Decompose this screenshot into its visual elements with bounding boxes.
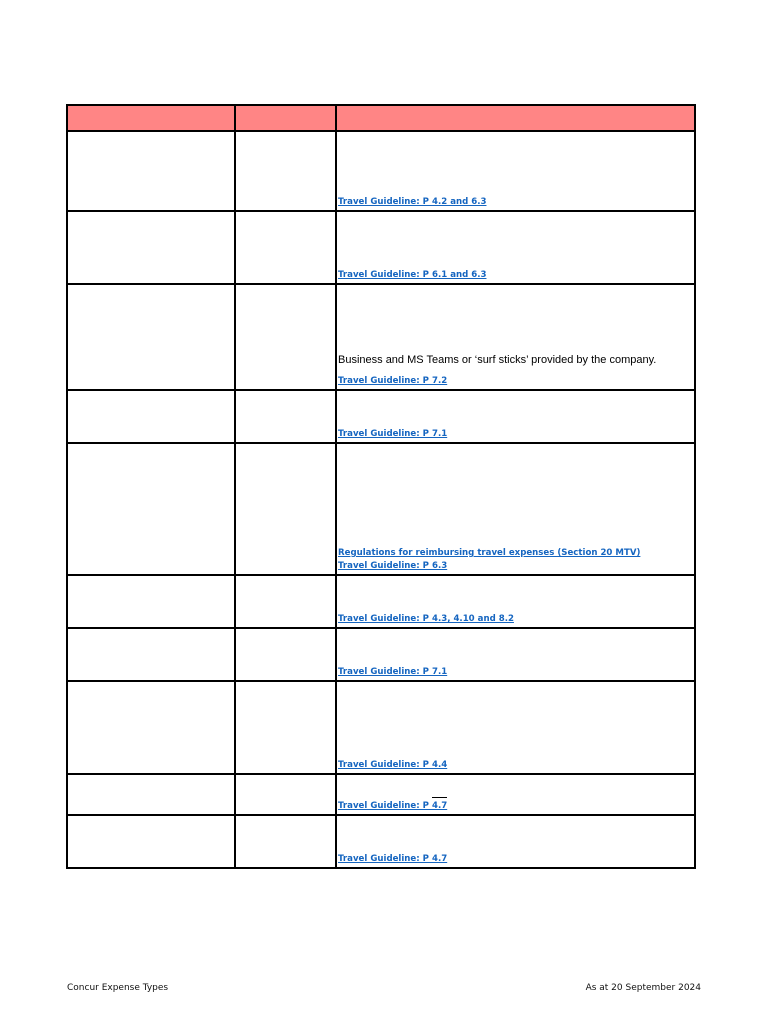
code-cell bbox=[235, 774, 336, 815]
description-cell bbox=[336, 284, 695, 390]
header-cell-3 bbox=[336, 105, 695, 131]
expense-types-table bbox=[66, 104, 696, 869]
expense-type-cell bbox=[67, 211, 235, 284]
footer-document-title: Concur Expense Types bbox=[67, 983, 169, 993]
code-cell bbox=[235, 575, 336, 628]
expense-type-cell bbox=[67, 575, 235, 628]
code-cell bbox=[235, 628, 336, 681]
expense-type-cell bbox=[67, 284, 235, 390]
expense-type-cell bbox=[67, 681, 235, 774]
header-cell-2 bbox=[235, 105, 336, 131]
guideline-link[interactable]: Travel Guideline: P 7.1 bbox=[338, 667, 448, 677]
code-cell bbox=[235, 815, 336, 868]
expense-type-cell bbox=[67, 390, 235, 443]
expense-type-cell bbox=[67, 815, 235, 868]
guideline-link[interactable]: Travel Guideline: P 4.4 bbox=[338, 760, 448, 770]
expense-type-cell bbox=[67, 774, 235, 815]
table-row bbox=[67, 774, 695, 815]
description-cell bbox=[336, 390, 695, 443]
description-cell bbox=[336, 681, 695, 774]
code-cell bbox=[235, 284, 336, 390]
guideline-link[interactable]: Travel Guideline: P 7.1 bbox=[338, 429, 448, 439]
guideline-link[interactable]: Travel Guideline: P 6.3 bbox=[338, 561, 448, 571]
description-cell bbox=[336, 628, 695, 681]
table-row bbox=[67, 575, 695, 628]
expense-type-cell bbox=[67, 131, 235, 211]
description-cell bbox=[336, 575, 695, 628]
code-cell bbox=[235, 443, 336, 575]
table-row bbox=[67, 284, 695, 390]
regulations-link[interactable]: Regulations for reimbursing travel expenses (Section 20 MTV) bbox=[338, 548, 641, 558]
code-cell bbox=[235, 390, 336, 443]
expense-type-cell bbox=[67, 443, 235, 575]
table-row bbox=[67, 628, 695, 681]
description-cell bbox=[336, 443, 695, 575]
guideline-link[interactable]: Travel Guideline: P 4.2 and 6.3 bbox=[338, 197, 487, 207]
code-cell bbox=[235, 681, 336, 774]
table-row bbox=[67, 681, 695, 774]
table-row bbox=[67, 815, 695, 868]
description-cell bbox=[336, 211, 695, 284]
table-row bbox=[67, 390, 695, 443]
description-cell bbox=[336, 774, 695, 815]
table-row bbox=[67, 131, 695, 211]
guideline-link[interactable]: Travel Guideline: P 4.7 bbox=[338, 854, 448, 864]
code-cell bbox=[235, 211, 336, 284]
table-header-row bbox=[67, 105, 695, 131]
description-cell bbox=[336, 815, 695, 868]
expense-type-cell bbox=[67, 628, 235, 681]
header-cell-1 bbox=[67, 105, 235, 131]
rule-mark bbox=[432, 797, 447, 798]
guideline-link[interactable]: Travel Guideline: P 6.1 and 6.3 bbox=[338, 270, 487, 280]
table-row bbox=[67, 443, 695, 575]
guideline-link[interactable]: Travel Guideline: P 7.2 bbox=[338, 376, 448, 386]
table-row bbox=[67, 211, 695, 284]
description-text: Business and MS Teams or ‘surf sticks’ provided by the company. bbox=[338, 354, 657, 366]
code-cell bbox=[235, 131, 336, 211]
guideline-link[interactable]: Travel Guideline: P 4.3, 4.10 and 8.2 bbox=[338, 614, 514, 624]
guideline-link[interactable]: Travel Guideline: P 4.7 bbox=[338, 801, 448, 811]
footer-date: As at 20 September 2024 bbox=[585, 983, 701, 993]
description-cell bbox=[336, 131, 695, 211]
